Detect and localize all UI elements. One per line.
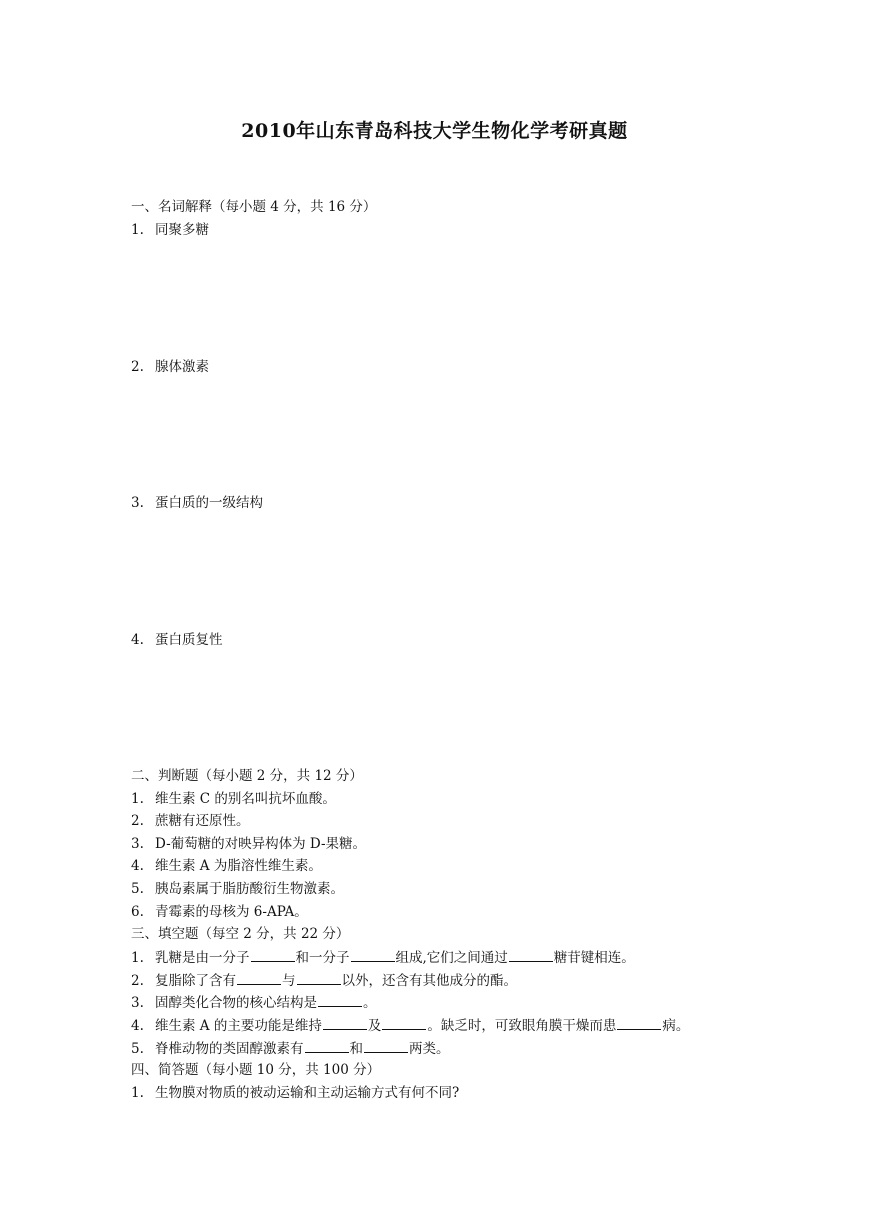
question-text: 青霉素的母核为 6-APA。 xyxy=(155,904,308,920)
question-item xyxy=(131,789,336,809)
question-text: 及 xyxy=(367,1018,382,1034)
question-item xyxy=(131,630,223,650)
question-text: 。缺乏时，可致眼角膜干燥而患 xyxy=(427,1018,617,1034)
answer-blank xyxy=(251,947,295,962)
question-text: D-葡萄糖的对映异构体为 D-果糖。 xyxy=(155,836,367,852)
answer-blank xyxy=(318,992,362,1007)
question-text: 固醇类化合物的核心结构是 xyxy=(155,995,317,1011)
question-text: 病。 xyxy=(662,1018,690,1034)
question-item xyxy=(131,1015,689,1036)
section-heading-true-false: 二、判断题（每小题 2 分，共 12 分） xyxy=(131,768,363,784)
question-item xyxy=(131,947,635,968)
answer-blank xyxy=(382,1015,426,1030)
question-item xyxy=(131,902,308,922)
question-item xyxy=(131,493,263,513)
question-number: 2. xyxy=(131,973,144,989)
question-number: 6. xyxy=(131,904,144,920)
section-heading-fill-blank: 三、填空题（每空 2 分，共 22 分） xyxy=(131,926,350,942)
question-text: 生物膜对物质的被动运输和主动运输方式有何不同? xyxy=(155,1085,460,1101)
question-text: 以外，还含有其他成分的酯。 xyxy=(341,973,517,989)
question-item xyxy=(131,834,366,854)
question-text: 糖苷键相连。 xyxy=(553,950,635,966)
question-text: 同聚多糖 xyxy=(155,222,209,238)
question-number: 5. xyxy=(131,881,144,897)
question-text: 乳糖是由一分子 xyxy=(155,950,250,966)
question-text: 复脂除了含有 xyxy=(155,973,236,989)
question-text: 胰岛素属于脂肪酸衍生物激素。 xyxy=(155,881,344,897)
question-number: 1. xyxy=(131,1085,144,1101)
answer-blank xyxy=(617,1015,661,1030)
question-text: 脊椎动物的类固醇激素有 xyxy=(155,1041,304,1057)
question-item xyxy=(131,357,209,377)
question-number: 2. xyxy=(131,359,144,375)
question-item xyxy=(131,1038,450,1059)
question-number: 5. xyxy=(131,1041,144,1057)
answer-blank xyxy=(364,1038,408,1053)
answer-blank xyxy=(305,1038,349,1053)
question-text: 和 xyxy=(349,1041,363,1057)
page-title: 2010年山东青岛科技大学生物化学考研真题 xyxy=(241,120,628,142)
question-number: 3. xyxy=(131,995,144,1011)
answer-blank xyxy=(297,970,341,985)
answer-blank xyxy=(323,1015,367,1030)
section-heading-definitions: 一、名词解释（每小题 4 分，共 16 分） xyxy=(131,199,377,215)
question-item xyxy=(131,879,344,899)
question-text: 维生素 A 为脂溶性维生素。 xyxy=(155,858,322,874)
question-number: 3. xyxy=(131,836,144,852)
question-number: 4. xyxy=(131,1018,144,1034)
question-number: 2. xyxy=(131,813,144,829)
question-text: 。 xyxy=(363,995,377,1011)
question-text: 组成,它们之间通过 xyxy=(395,950,508,966)
question-text: 蛋白质的一级结构 xyxy=(155,495,263,511)
question-number: 3. xyxy=(131,495,144,511)
question-number: 1. xyxy=(131,950,144,966)
question-text: 和一分子 xyxy=(295,950,350,966)
question-item xyxy=(131,220,209,240)
answer-blank xyxy=(509,947,553,962)
section-heading-short-answer: 四、简答题（每小题 10 分，共 100 分） xyxy=(131,1062,381,1078)
question-item xyxy=(131,992,377,1013)
question-item xyxy=(131,970,517,991)
question-number: 1. xyxy=(131,222,144,238)
question-number: 4. xyxy=(131,632,144,648)
question-text: 腺体激素 xyxy=(155,359,209,375)
question-text: 维生素 C 的别名叫抗坏血酸。 xyxy=(155,791,336,807)
question-number: 4. xyxy=(131,858,144,874)
question-item xyxy=(131,1083,459,1103)
question-text: 蛋白质复性 xyxy=(155,632,223,648)
question-text: 与 xyxy=(282,973,296,989)
question-number: 1. xyxy=(131,791,144,807)
question-item xyxy=(131,856,322,876)
question-item xyxy=(131,811,250,831)
question-text: 两类。 xyxy=(409,1041,450,1057)
answer-blank xyxy=(237,970,281,985)
answer-blank xyxy=(351,947,395,962)
question-text: 蔗糖有还原性。 xyxy=(155,813,250,829)
question-text: 维生素 A 的主要功能是维持 xyxy=(155,1018,322,1034)
